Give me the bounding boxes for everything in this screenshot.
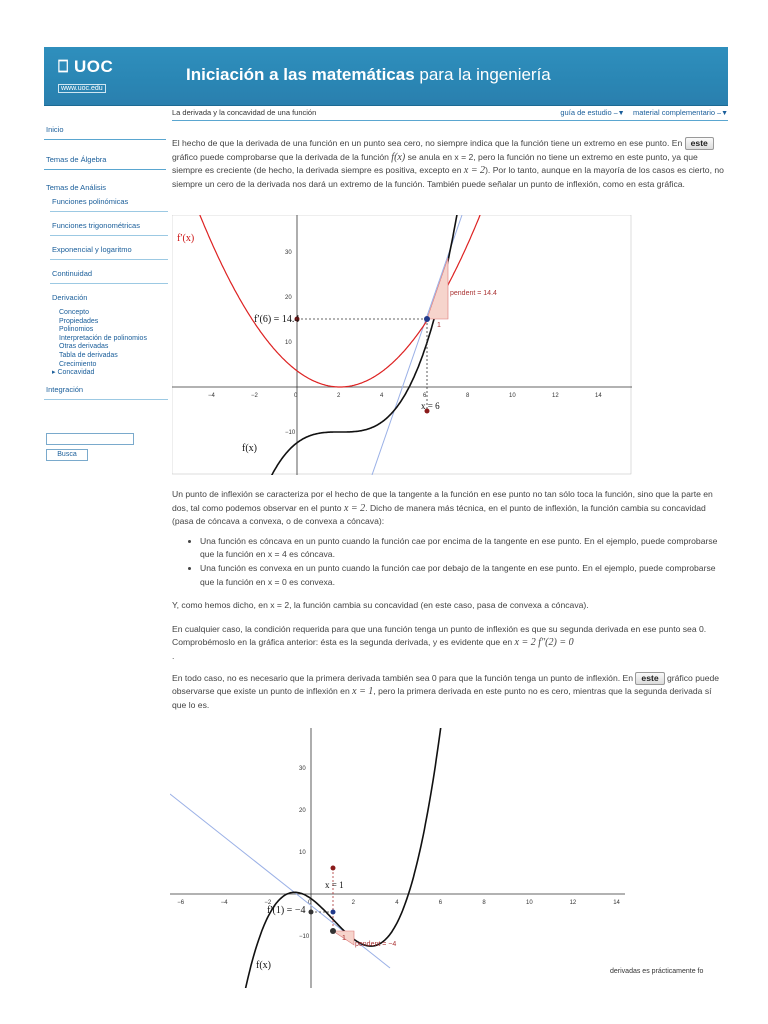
derivative-point <box>331 910 336 915</box>
breadcrumb-bar <box>172 108 728 121</box>
x-tick-label: 8 <box>466 393 470 399</box>
x-tick-label: 0 <box>308 900 312 906</box>
x-tick-label: −4 <box>208 393 215 399</box>
x-tick-label: 10 <box>526 900 533 906</box>
dropdown-arrow-icon: –▼ <box>613 110 625 117</box>
x-tick-label: −2 <box>264 900 272 906</box>
x-value-label: x = 1 <box>325 880 344 890</box>
guia-link[interactable]: guía de estudio –▼ <box>560 108 625 117</box>
tangent-point <box>424 316 430 322</box>
submenu-item[interactable]: Concepto <box>59 309 89 316</box>
graph-inflection[interactable] <box>170 728 625 988</box>
x-tick-label: 6 <box>438 900 443 906</box>
x-tick-label: 12 <box>552 393 559 399</box>
derivacion-submenu <box>52 309 166 378</box>
x-tick-label: 4 <box>380 393 384 399</box>
x-point <box>331 866 336 871</box>
fprime-label: f′(x) <box>177 233 195 244</box>
inflection-section: Un punto de inflexión se caracteriza por el hecho de que la tangente a la función en ese punto no tan sólo toca la función, sino que la parte en dos, tal como podemos observar en el punto x = 2. Dicho de manera más técnica, en el punto de inflexión, la función cambia su concavidad (pasa de cóncava a convexa, o de convexa a cóncava): • Una función es cóncava en un punto cuando la función cae por encima de la tangente en ese punto. En el ejemplo, puede comprobarse que la función en x = 4 es cóncava. • Una función es convexa en un punto cuando la función cae por debajo de la tangente en ese punto. En el ejemplo, puede comprobarse que la función en x = 0 es convexa. Y, como hemos dicho, en x = 2, la función cambia su concavidad (en este caso, pasa de convexa a cóncava). En cualquier caso, la condición requerida para que una función tenga un punto de inflexión es que su segunda derivada en ese punto sea 0. Comprobémoslo en la gráfica anterior: ésta es la segunda derivada, y es evidente que en x = 2 f″(2) = 0 . En todo caso, no es necesario que la primera derivada también sea 0 para que la función tenga un punto de inflexión. En este gráfico puede observarse que existe un punto de inflexión en x = 1, pero la primera derivada en este punto no es cero, mientras que la segunda derivada sí que lo es. <box>172 488 728 712</box>
sidebar-item-polinomicas[interactable]: Funciones polinómicas <box>50 194 168 212</box>
derivative-value-label: f′(1) = −4 <box>267 905 306 916</box>
slope-label: pendent = −4 <box>355 941 397 948</box>
sidebar-item-continuidad[interactable]: Continuidad <box>50 266 168 284</box>
breadcrumb: La derivada y la concavidad de una función <box>172 108 317 117</box>
material-link[interactable]: material complementario –▼ <box>632 108 728 117</box>
submenu-item[interactable]: Polinomios <box>59 326 94 334</box>
dropdown-arrow-icon: –▼ <box>717 110 728 117</box>
slope-label: pendent = 14.4 <box>450 290 497 297</box>
y-tick-label: −10 <box>285 430 296 436</box>
y-tick-label: 30 <box>285 250 292 256</box>
y-tick-label: 10 <box>299 850 306 856</box>
x-tick-label: 10 <box>509 393 516 399</box>
sidebar-item-derivacion[interactable]: Derivación <box>52 293 88 302</box>
concavity-list <box>172 535 728 589</box>
intro-paragraph: El hecho de que la derivada de una función en un punto sea cero, no siempre indica que la función tiene un extremo en ese punto. En este gráfico puede comprobarse que la derivada de la función f(x) se anula en x = 2, pero la función no tiene un extremo en este punto, ya que siempre es creciente (de hecho, la derivada siempre es positiva, excepto en x = 2). Por lo tanto, aunque en la mayoría de los casos es cierto, no siempre un cero de la derivada nos dará un extremo de la función. También puede señalar un punto de inflexión, como en esta gráfica. <box>172 138 724 189</box>
x-tick-label: 12 <box>569 900 577 906</box>
sidebar-item-analisis[interactable]: Temas de Análisis <box>46 183 107 192</box>
sidebar-item-inicio[interactable]: Inicio <box>44 122 166 140</box>
submenu-item[interactable]: Interpretación de polinomios <box>59 334 147 342</box>
x-value-label: x = 6 <box>421 401 440 411</box>
clipped-text: derivadas es prácticamente fo <box>610 968 704 975</box>
sidebar-item-integracion[interactable]: Integración <box>44 382 168 400</box>
x-tick-label: 0 <box>294 393 298 399</box>
x-tick-label: 2 <box>351 900 355 906</box>
x-tick-label: 6 <box>423 393 427 399</box>
x-tick-label: 14 <box>595 393 602 399</box>
slope-run-label: 1 <box>342 935 346 942</box>
search-input[interactable] <box>46 433 134 445</box>
logo-text: UOC <box>73 57 114 76</box>
sidebar-item-trigonometricas[interactable]: Funciones trigonométricas <box>50 218 168 236</box>
logo-icon: ⎕ <box>58 57 69 76</box>
x-tick-label: 4 <box>395 900 399 906</box>
sidebar <box>44 108 166 1008</box>
search-button[interactable]: Busca <box>46 449 88 461</box>
x-tick-label: 14 <box>613 900 620 906</box>
sidebar-item-algebra[interactable]: Temas de Álgebra <box>44 152 166 170</box>
submenu-item[interactable]: Otras derivadas <box>59 343 109 351</box>
y-tick-label: 10 <box>285 340 292 346</box>
paragraph: Y, como hemos dicho, en x = 2, la función cambia su concavidad (en este caso, pasa de convexa a cóncava). <box>172 600 589 611</box>
function-curve <box>246 728 441 988</box>
y-tick-label: 30 <box>299 766 306 772</box>
page-title: Iniciación a las matemáticas para la ingeniería <box>186 65 551 84</box>
este-graph-button[interactable]: este <box>685 137 714 150</box>
sidebar-item-exponencial[interactable]: Exponencial y logaritmo <box>50 242 168 260</box>
y-tick-label: 20 <box>299 808 306 814</box>
derivative-value-label: f′(6) = 14.4 <box>254 314 300 325</box>
este-graph-button-2[interactable]: este <box>635 672 664 685</box>
x-tick-label: −2 <box>251 393 258 399</box>
graph-derivative[interactable] <box>172 215 632 475</box>
triangle-right-icon: ▸ <box>52 369 56 377</box>
submenu-item[interactable]: Tabla de derivadas <box>59 351 118 359</box>
submenu-item-active[interactable]: ▸ Concavidad <box>52 369 95 377</box>
f-label: f(x) <box>242 443 257 454</box>
y-tick-label: 20 <box>285 295 292 301</box>
header-banner <box>44 47 728 106</box>
y-tick-label: −10 <box>299 934 310 940</box>
x-tick-label: −6 <box>177 900 185 906</box>
x-tick-label: −4 <box>220 900 228 906</box>
list-item: • Una función es convexa en un punto cuando la función cae por debajo de la tangente en ese punto. En el ejemplo, puede comprobarse que la función en x = 0 es convexa. <box>200 562 728 589</box>
logo-url: www.uoc.edu <box>58 84 106 93</box>
tangent-point <box>330 928 336 934</box>
slope-run-label: 1 <box>437 322 441 329</box>
y-intercept-point <box>309 910 314 915</box>
x-tick-label: 8 <box>482 900 486 906</box>
submenu-item[interactable]: Crecimiento <box>59 360 97 368</box>
x-tick-label: 2 <box>337 393 341 399</box>
f-label: f(x) <box>256 960 271 971</box>
list-item: • Una función es cóncava en un punto cuando la función cae por encima de la tangente en ese punto. En el ejemplo, puede comprobarse que la función en x = 4 es cóncava. <box>200 535 728 562</box>
submenu-item[interactable]: Propiedades <box>59 317 99 325</box>
uoc-logo[interactable] <box>58 57 113 95</box>
